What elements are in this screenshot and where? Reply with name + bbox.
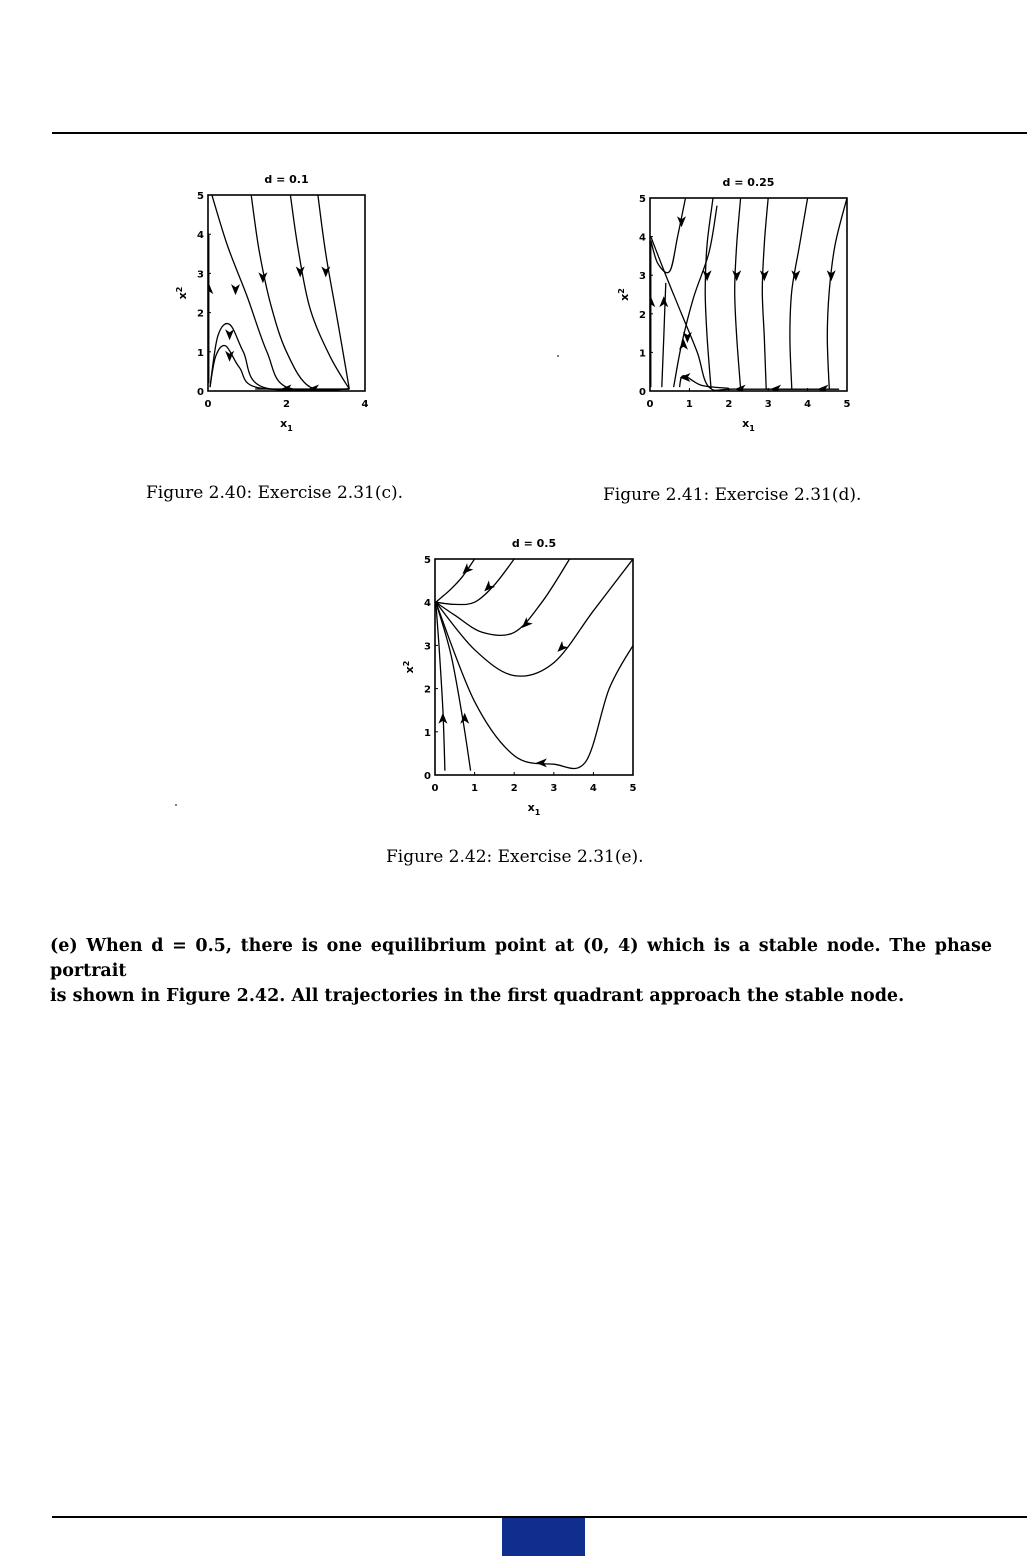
y-tick-label: 4 (639, 232, 646, 244)
y-tick-label: 1 (639, 348, 646, 360)
figure-2-41-caption: Figure 2.41: Exercise 2.31(d). (603, 485, 862, 505)
figure-2-40-caption: Figure 2.40: Exercise 2.31(c). (146, 483, 404, 503)
direction-arrow (459, 563, 473, 577)
direction-arrow (225, 329, 234, 340)
trajectory-traj-2 (251, 195, 349, 390)
x-tick-label: 5 (843, 399, 851, 410)
trajectory-c2 (436, 559, 514, 605)
y-tick-label: 0 (197, 387, 204, 398)
trajectory-c3 (436, 559, 570, 635)
figure-2-42-caption: Figure 2.42: Exercise 2.31(e). (386, 847, 644, 867)
trajectory-c4 (436, 559, 633, 676)
paragraph-line-2: is shown in Figure 2.42. All trajectories in the first quadrant approach the stable node. (50, 986, 905, 1006)
x-tick-label: 4 (804, 399, 812, 410)
direction-arrow (659, 296, 668, 307)
direction-arrow (554, 641, 568, 655)
x-tick-label: 1 (471, 783, 479, 794)
plot-frame (435, 559, 633, 775)
figure-2-42-plot (385, 524, 645, 834)
x-tick-label: 0 (431, 783, 439, 794)
trajectory-traj-5 (790, 198, 808, 389)
x-tick-label: 4 (361, 399, 369, 410)
x-tick-label: 2 (283, 399, 290, 410)
trajectory-traj-3 (735, 198, 741, 389)
paragraph-line-1: (e) When d = 0.5, there is one equilibrium point at (0, 4) which is a stable node. The phase portrait (50, 936, 992, 981)
y-tick-label: 3 (639, 271, 646, 283)
x-tick-label: 3 (550, 783, 558, 794)
trajectory-traj-2 (705, 198, 713, 389)
plot-frame (208, 195, 365, 391)
trajectory-traj-1 (212, 195, 349, 390)
y-tick-label: 1 (424, 727, 431, 739)
trajectory-traj-3 (290, 195, 349, 389)
figure-2-40-plot (160, 160, 390, 460)
trajectory-sep-up (674, 206, 717, 387)
x-axis-label: $x_1$ (742, 417, 755, 433)
trajectory-c5 (436, 602, 633, 768)
x-axis-label: $x_1$ (280, 417, 293, 433)
y-tick-label: 5 (424, 555, 431, 566)
direction-arrow (791, 270, 800, 281)
trajectory-sep-down (651, 237, 839, 391)
y-axis-label: $x^2$ (175, 286, 189, 300)
y-tick-label: 4 (424, 598, 431, 610)
x-tick-label: 0 (204, 399, 212, 410)
direction-arrow (732, 270, 741, 281)
stray-dot (557, 355, 559, 357)
trajectory-traj-4 (762, 198, 768, 389)
y-tick-label: 5 (639, 194, 646, 205)
trajectory-traj-4 (318, 195, 349, 389)
direction-arrow (703, 270, 712, 281)
x-tick-label: 2 (510, 783, 518, 794)
trajectory-c1 (436, 559, 475, 602)
header-rule (52, 132, 1027, 134)
figure-2-41-plot (600, 162, 860, 462)
page-number-tab (502, 1518, 585, 1556)
y-axis-label: $x^2$ (402, 660, 416, 674)
y-tick-label: 5 (197, 191, 204, 202)
x-tick-label: 4 (589, 783, 597, 794)
direction-arrow (519, 617, 533, 631)
direction-arrow (258, 272, 267, 283)
y-tick-label: 3 (197, 269, 204, 281)
stray-dot (175, 804, 177, 806)
direction-arrow (481, 580, 495, 594)
x-tick-label: 2 (725, 399, 733, 410)
x-axis-label: $x_1$ (527, 801, 541, 817)
plot-title: d = 0.25 (722, 176, 775, 189)
trajectory-top-1 (651, 198, 686, 273)
plot-title: d = 0.5 (511, 537, 557, 550)
y-tick-label: 2 (424, 684, 431, 696)
y-tick-label: 2 (639, 309, 646, 321)
y-tick-label: 0 (424, 771, 431, 782)
direction-arrow (760, 270, 769, 281)
direction-arrow (536, 758, 547, 767)
x-tick-label: 0 (646, 399, 654, 410)
trajectory-traj-6 (827, 198, 847, 389)
x-tick-label: 1 (685, 399, 693, 410)
answer-paragraph (50, 934, 992, 1009)
y-tick-label: 0 (639, 387, 646, 398)
x-tick-label: 3 (764, 399, 772, 410)
x-tick-label: 5 (629, 783, 637, 794)
y-axis-label: $x^2$ (617, 288, 631, 301)
y-tick-label: 2 (197, 308, 204, 320)
direction-arrow (231, 284, 240, 295)
y-tick-label: 1 (197, 347, 204, 359)
plot-title: d = 0.1 (264, 173, 309, 186)
y-tick-label: 4 (197, 230, 204, 242)
y-tick-label: 3 (424, 641, 431, 653)
